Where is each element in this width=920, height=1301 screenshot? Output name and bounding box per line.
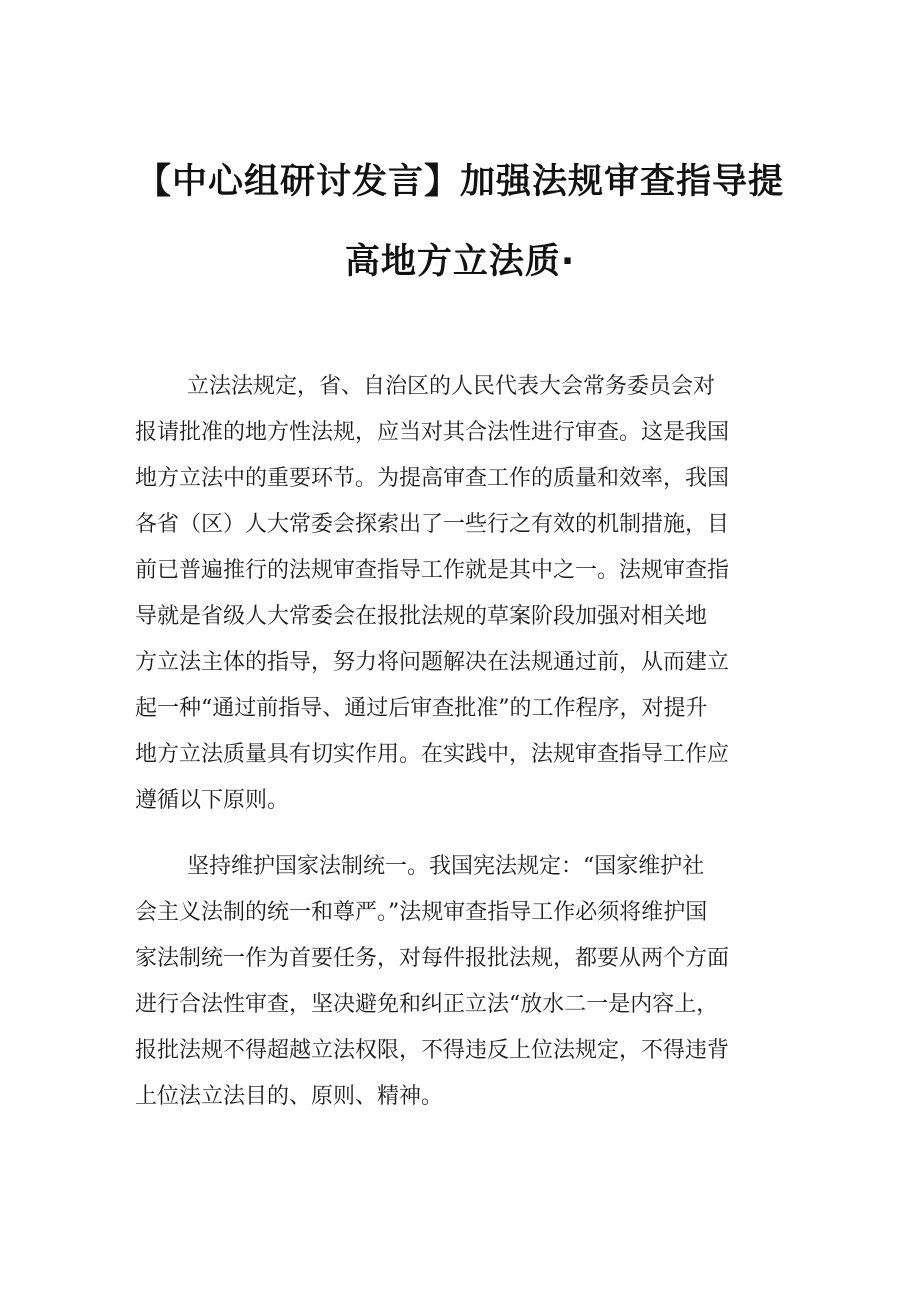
paragraph-1-line-9: 地方立法质量具有切实作用。在实践中，法规审查指导工作应 — [135, 742, 730, 767]
paragraph-1-line-3: 地方立法中的重要环节。为提高审查工作的质量和效率，我国 — [135, 466, 730, 491]
title-line-1: 【中心组研讨发言】加强法规审查指导提 — [135, 162, 784, 202]
paragraph-2-line-4: 进行合法性审查，坚决避免和纠正立法“放水二一是内容上， — [135, 992, 719, 1017]
paragraph-1-line-1: 立法法规定，省、自治区的人民代表大会常务委员会对 — [187, 374, 716, 399]
paragraph-2-line-3: 家法制统一作为首要任务，对每件报批法规，都要从两个方面 — [135, 946, 730, 971]
paragraph-2-line-1: 坚持维护国家法制统一。我国宪法规定：“国家维护社 — [187, 854, 705, 879]
paragraph-2-line-5: 报批法规不得超越立法权限，不得违反上位法规定，不得违背 — [135, 1038, 730, 1063]
paragraph-1-line-6: 导就是省级人大常委会在报批法规的草案阶段加强对相关地 — [135, 604, 708, 629]
paragraph-1-line-2: 报请批准的地方性法规，应当对其合法性进行审查。这是我国 — [135, 420, 730, 445]
paragraph-1-line-10: 遵循以下原则。 — [135, 788, 290, 813]
title-line-2: 高地方立法质· — [344, 242, 576, 282]
paragraph-1-line-8: 起一种“通过前指导、通过后审查批准”的工作程序，对提升 — [135, 696, 708, 721]
paragraph-1-line-7: 方立法主体的指导，努力将问题解决在法规通过前，从而建立 — [135, 650, 730, 675]
paragraph-1-line-4: 各省（区）人大常委会探索出了一些行之有效的机制措施，目 — [135, 512, 730, 537]
paragraph-2-line-6: 上位法立法目的、原则、精神。 — [135, 1084, 444, 1109]
paragraph-1-line-5: 前已普遍推行的法规审查指导工作就是其中之一。法规审查指 — [135, 558, 730, 583]
paragraph-2-line-2: 会主义法制的统一和尊严。”法规审查指导工作必须将维护国 — [135, 900, 708, 925]
